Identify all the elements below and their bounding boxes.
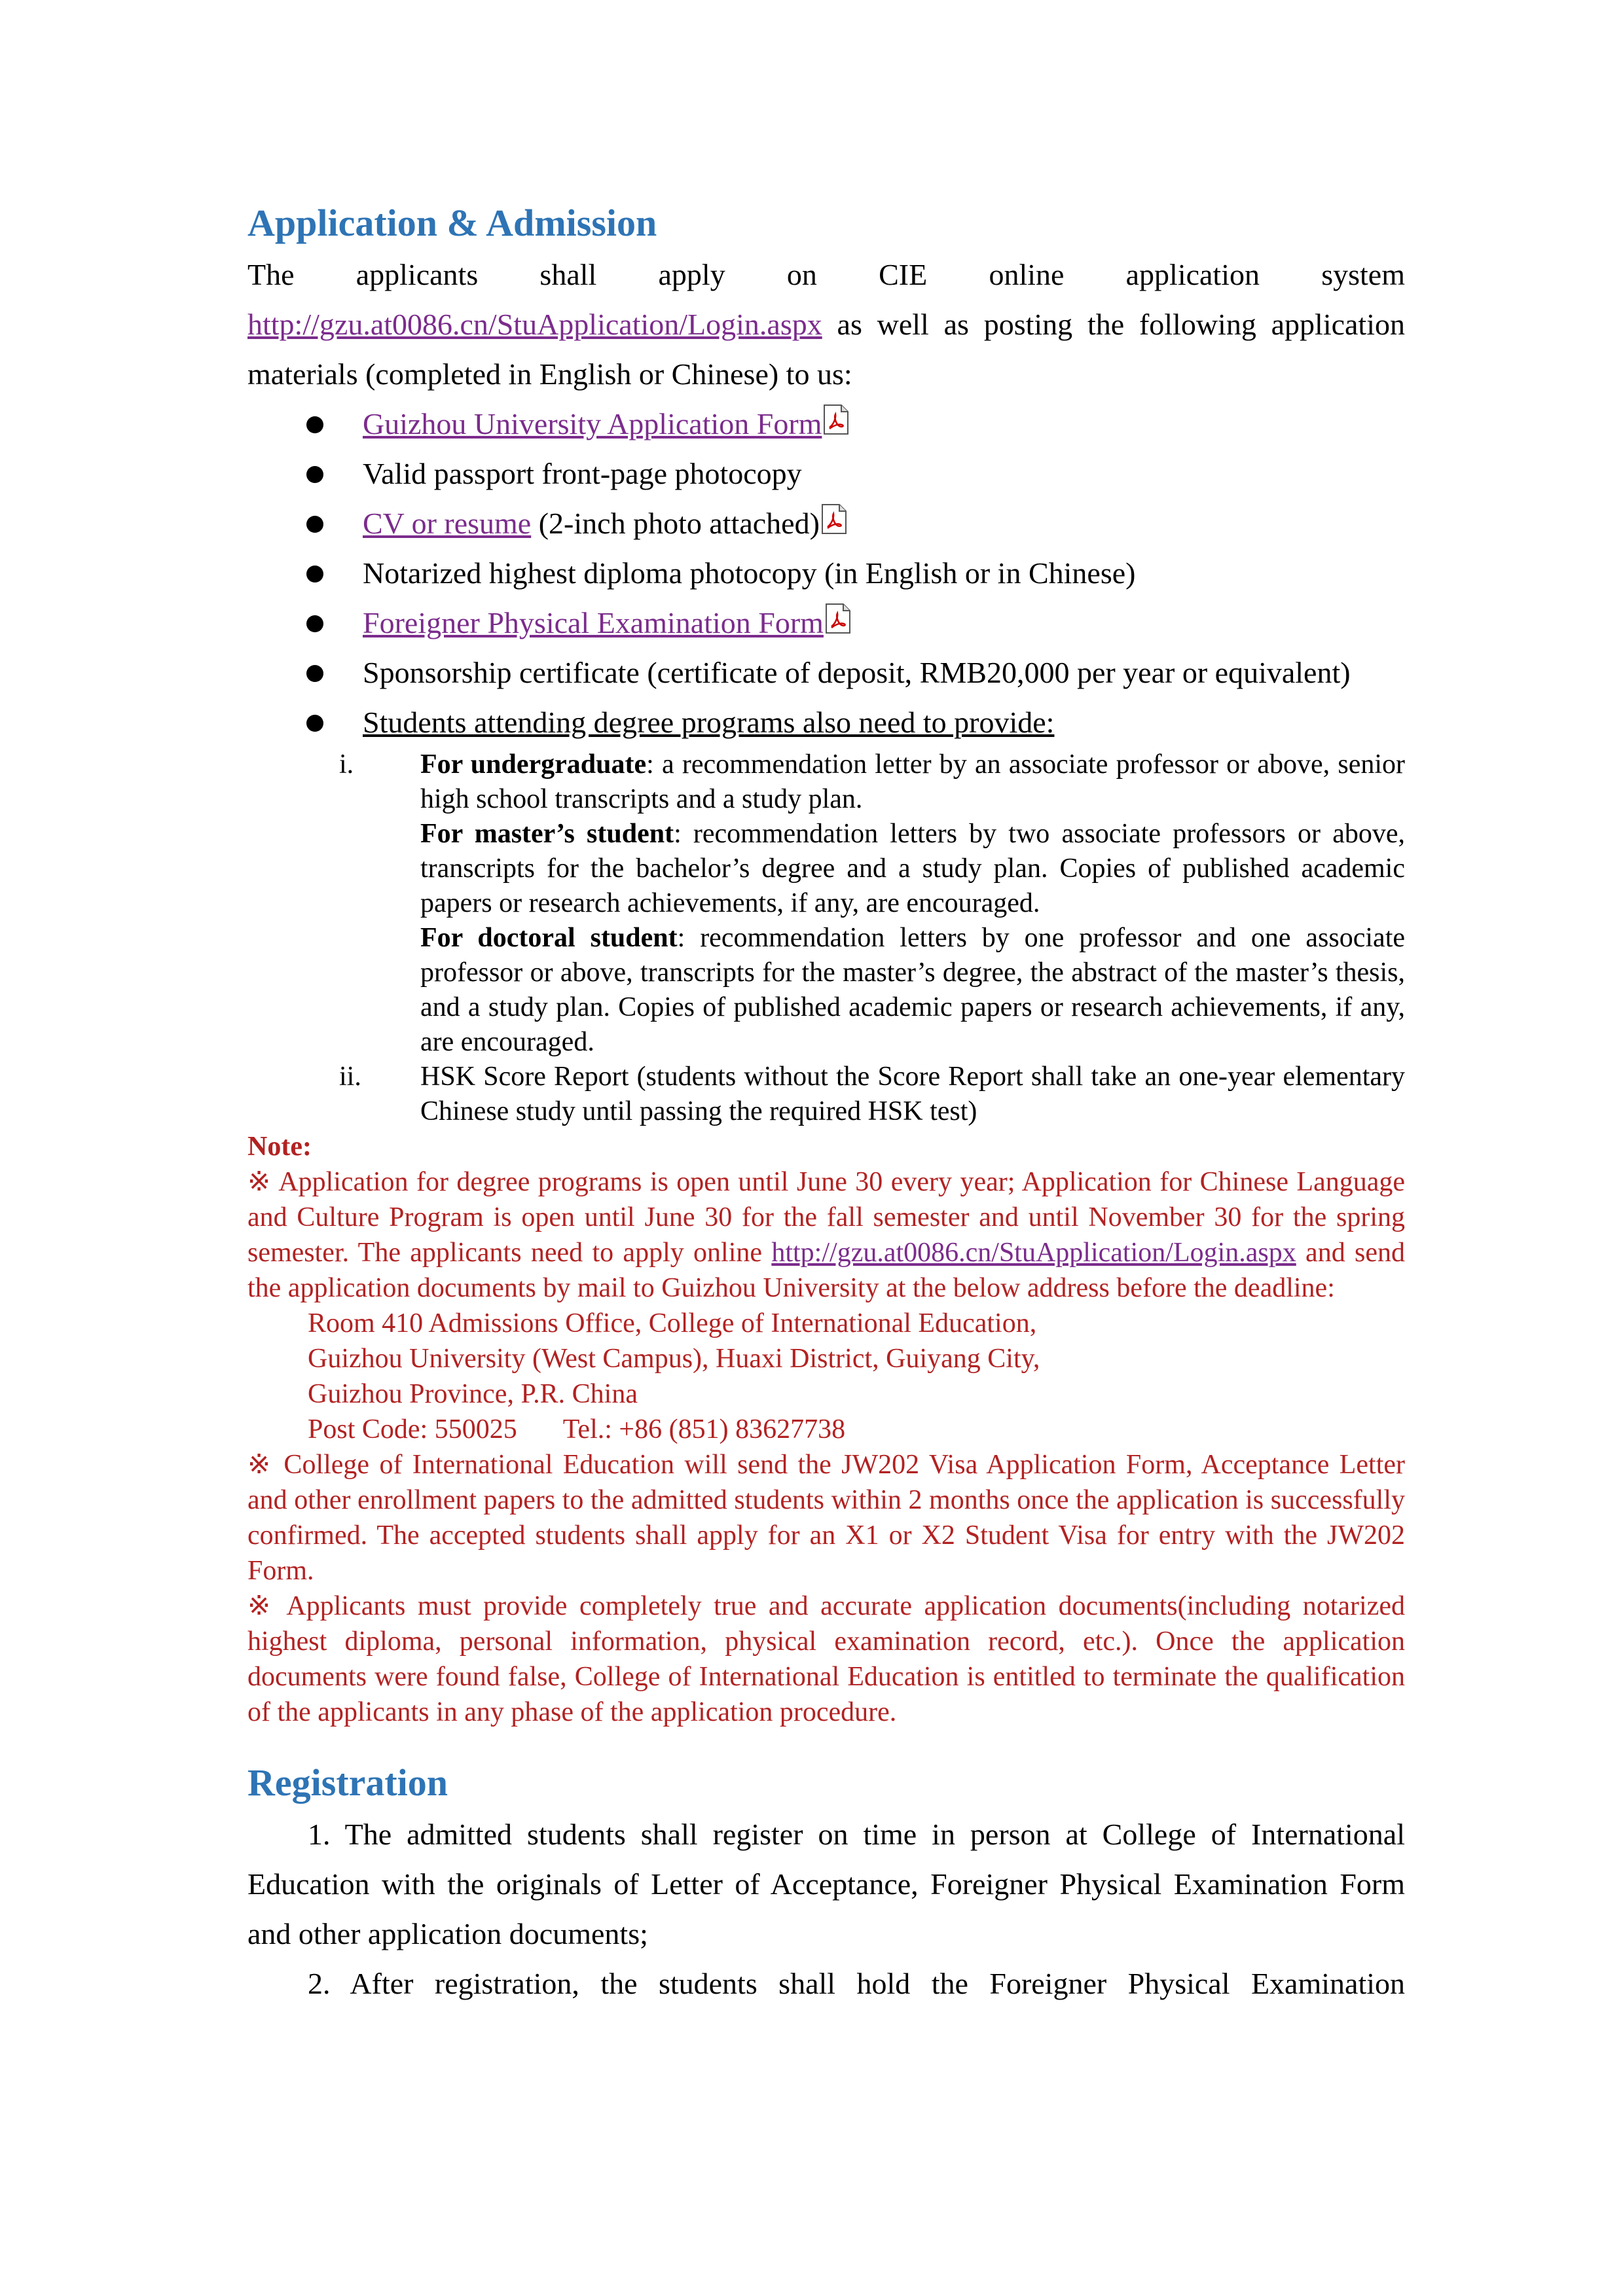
master-requirement: For master’s student: recommendation letters by two associate professors or above, transcripts for the bachelor’s degree and a study plan. Copies of published academic papers or research achievements, if any, are encouraged. [420,819,1405,918]
application-system-link[interactable]: http://gzu.at0086.cn/StuApplication/Login.aspx [247,308,822,341]
passport-item: Valid passport front-page photocopy [363,457,802,490]
address-line: Guizhou Province, P.R. China [308,1379,638,1409]
list-item [247,449,1405,499]
note-deadline-paragraph: ※ Application for degree programs is open until June 30 every year; Application for Chinese Language and Culture Program is open until June 30 for the fall semester and until November 30 for the spring semester. The applicants need to apply online http://gzu.at0086.cn/StuApplication/Login.aspx and send the application documents by mail to Guizhou University at the below address before the deadline: [247,1167,1405,1303]
document-page [247,196,1405,2009]
degree-requirements-list [247,747,1405,1129]
note-visa-paragraph: ※ College of International Education will send the JW202 Visa Application Form, Acceptance Letter and other enrollment papers to the admitted students within 2 months once the application is successfully confirmed. The accepted students shall apply for an X1 or X2 Student Visa for entry with the JW202 Form. [247,1450,1405,1586]
note-authenticity-paragraph: ※ Applicants must provide completely true and accurate application documents(including notarized highest diploma, personal information, physical examination record, etc.). Once the application documents were found false, College of International Education is entitled to terminate the qualification of the applicants in any phase of the application procedure. [247,1591,1405,1727]
pdf-icon[interactable] [821,503,847,535]
cv-note: (2-inch photo attached) [531,507,820,540]
section-title-registration: Registration [247,1761,448,1804]
doctoral-requirement: For doctoral student: recommendation letters by one professor and one associate professor or above, transcripts for the master’s degree, the abstract of the master’s thesis, and a study plan. Copies of published academic papers or research achievements, if any, are encouraged. [420,923,1406,1057]
cv-resume-link[interactable]: CV or resume [363,507,532,540]
bullet-icon [306,665,323,682]
address-contact-line [308,1412,1405,1447]
undergraduate-requirement: For undergraduate: a recommendation letter by an associate professor or above, senior high school transcripts and a study plan. [420,749,1405,814]
bullet-icon [306,565,323,583]
registration-paragraph-2: 2. After registration, the students shall hold the Foreigner Physical Examination [308,1967,1405,2000]
bullet-icon [306,715,323,732]
registration-paragraph-1: 1. The admitted students shall register on time in person at College of International Education with the originals of Letter of Acceptance, Foreigner Physical Examination Form and other application documents; [247,1818,1405,1950]
hsk-requirement: HSK Score Report (students without the Score Report shall take an one-year elementary Chinese study until passing the required HSK test) [420,1062,1405,1126]
online-application-link[interactable]: http://gzu.at0086.cn/StuApplication/Login.aspx [771,1238,1296,1268]
list-number: i. [339,749,354,780]
list-item [247,499,1405,548]
note-block [247,1129,1405,1730]
bullet-icon [306,416,323,433]
intro-paragraph [247,250,1405,399]
pdf-icon[interactable] [823,404,849,435]
telephone: Tel.: +86 (851) 83627738 [562,1414,846,1444]
list-item [247,747,1405,1060]
pdf-icon[interactable] [825,603,851,634]
intro-text: The applicants shall apply on CIE online application system [247,258,1405,291]
address-line: Guizhou University (West Campus), Huaxi District, Guiyang City, [308,1344,1040,1374]
physical-exam-form-link[interactable]: Foreigner Physical Examination Form [363,606,824,639]
list-item [247,399,1405,449]
post-code: Post Code: 550025 [308,1414,517,1444]
list-item [247,548,1405,598]
list-item [247,698,1405,747]
list-item [247,648,1405,698]
section-title-application: Application & Admission [247,202,657,244]
list-item [247,1060,1405,1129]
intro-text-continued: as well as posting the following application materials (completed in English or Chinese) to us: [247,308,1405,391]
application-form-link[interactable]: Guizhou University Application Form [363,407,822,440]
note-label: Note: [247,1132,312,1162]
bullet-icon [306,516,323,533]
degree-programs-item: Students attending degree programs also need to provide: [363,706,1055,739]
diploma-item: Notarized highest diploma photocopy (in English or in Chinese) [363,556,1136,590]
list-number: ii. [339,1062,361,1092]
bullet-icon [306,615,323,632]
materials-list [247,399,1405,747]
address-line: Room 410 Admissions Office, College of International Education, [308,1308,1037,1338]
list-item [247,598,1405,648]
sponsorship-item: Sponsorship certificate (certificate of deposit, RMB20,000 per year or equivalent) [363,656,1351,689]
bullet-icon [306,466,323,483]
